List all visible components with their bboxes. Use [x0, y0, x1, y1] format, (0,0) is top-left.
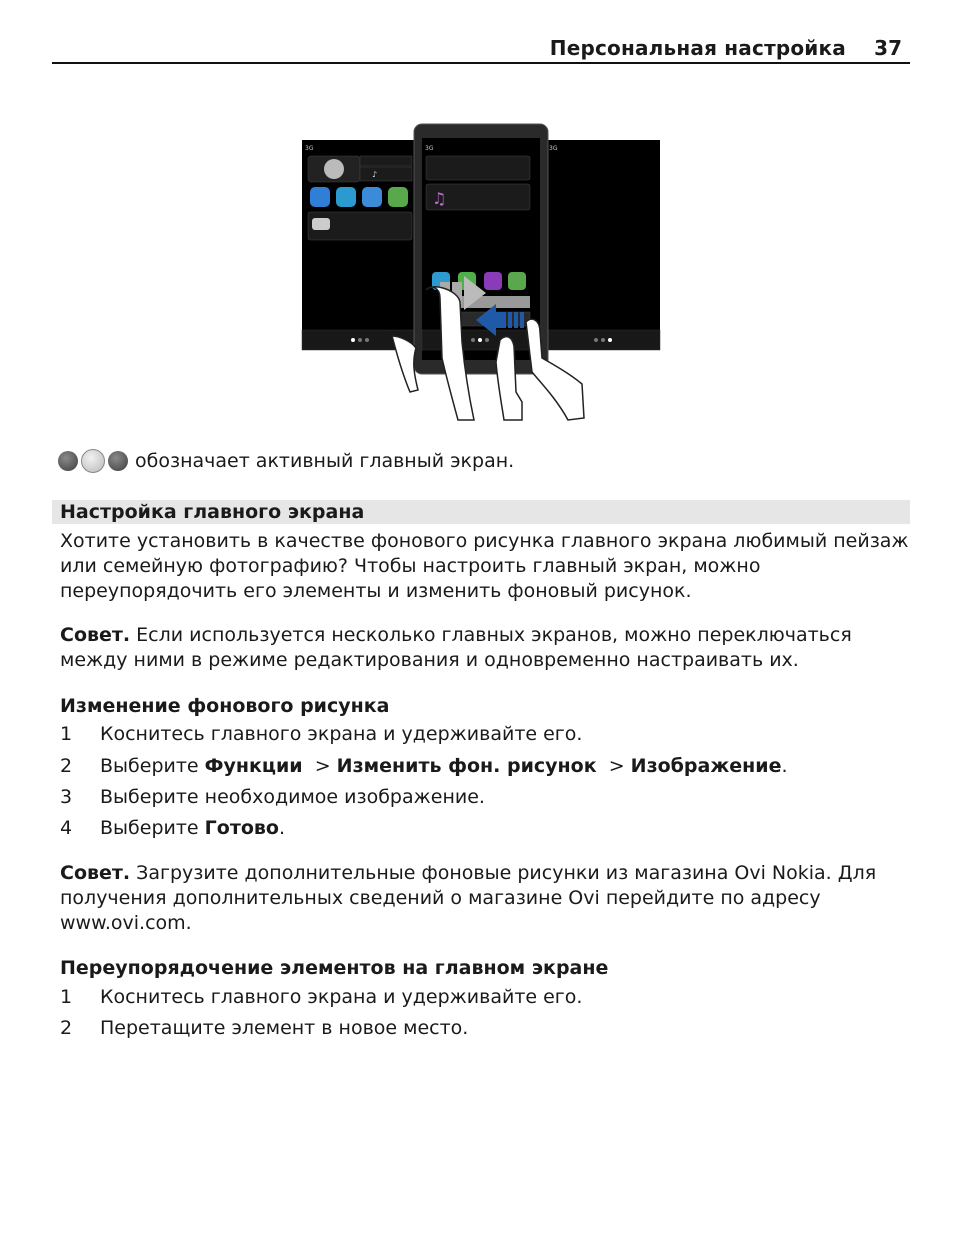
- inactive-screen-dot-icon: [58, 451, 78, 471]
- step-number: 4: [60, 817, 73, 839]
- right-home-screen: [546, 140, 660, 350]
- music-note-icon: ♫: [432, 189, 447, 208]
- tip-text: получения дополнительных сведений о магазине Ovi перейдите по адресу: [60, 887, 821, 909]
- tip-text: Если используется несколько главных экранов, можно переключаться: [130, 624, 852, 646]
- inactive-screen-dot-icon: [108, 451, 128, 471]
- contact-icon: [310, 187, 330, 207]
- music-note-icon: ♪: [372, 170, 378, 179]
- intro-line: Хотите установить в качестве фонового рисунка главного экрана любимый пейзаж: [60, 530, 909, 552]
- step-number: 1: [60, 986, 73, 1008]
- tip-text: www.ovi.com.: [60, 912, 192, 934]
- status-center: 3G: [425, 145, 434, 152]
- header-title: Персональная настройка: [549, 36, 846, 60]
- chat-bubble-icon: [312, 218, 330, 230]
- intro-line: или семейную фотографию? Чтобы настроить главный экран, можно: [60, 555, 761, 577]
- menu-functions: Функции: [204, 755, 303, 777]
- step-text: Коснитесь главного экрана и удерживайте его.: [100, 986, 583, 1008]
- home-screen-swipe-illustration: [300, 122, 662, 424]
- status-left: 3G: [305, 145, 314, 152]
- subheading-reorder-items: Переупорядочение элементов на главном экране: [60, 957, 609, 979]
- step-text: Коснитесь главного экрана и удерживайте его.: [100, 723, 583, 745]
- step-text: Перетащите элемент в новое место.: [100, 1017, 469, 1039]
- video-icon: [484, 272, 502, 290]
- intro-paragraph: [60, 529, 910, 604]
- tip-label: Совет.: [60, 624, 131, 646]
- gallery-icon: [508, 272, 526, 290]
- step-number: 3: [60, 786, 73, 808]
- menu-change-wallpaper: Изменить фон. рисунок: [336, 755, 597, 777]
- active-screen-dot-icon: [81, 449, 105, 473]
- tip-paragraph: [60, 861, 910, 936]
- tip-text: между ними в режиме редактирования и одновременно настраивать их.: [60, 649, 799, 671]
- section-title: Настройка главного экрана: [60, 501, 365, 523]
- menu-done: Готово: [204, 817, 279, 839]
- menu-image: Изображение: [630, 755, 782, 777]
- web-icon: [336, 187, 356, 207]
- clock-icon: [324, 159, 344, 179]
- mail-icon: [362, 187, 382, 207]
- intro-line: переупорядочить его элементы и изменить фоновый рисунок.: [60, 580, 692, 602]
- step-text: Выберите Готово.: [100, 817, 286, 839]
- step-number: 1: [60, 723, 73, 745]
- tip-paragraph: [60, 623, 910, 673]
- gallery-icon: [388, 187, 408, 207]
- status-right: 3G: [549, 145, 558, 152]
- section-header: [52, 500, 910, 524]
- tip-label: Совет.: [60, 862, 131, 884]
- subheading-change-background: Изменение фонового рисунка: [60, 695, 390, 717]
- indicator-caption: обозначает активный главный экран.: [135, 450, 515, 472]
- active-screen-indicator: [58, 447, 514, 475]
- page-header: [52, 36, 910, 64]
- step-number: 2: [60, 1017, 73, 1039]
- tip-text: Загрузите дополнительные фоновые рисунки из магазина Ovi Nokia. Для: [130, 862, 877, 884]
- step-number: 2: [60, 755, 73, 777]
- page-number: 37: [874, 36, 902, 60]
- step-text: Выберите необходимое изображение.: [100, 786, 485, 808]
- left-home-screen: [302, 140, 414, 350]
- step-text: Выберите Функции > Изменить фон. рисунок > Изображение.: [100, 755, 788, 777]
